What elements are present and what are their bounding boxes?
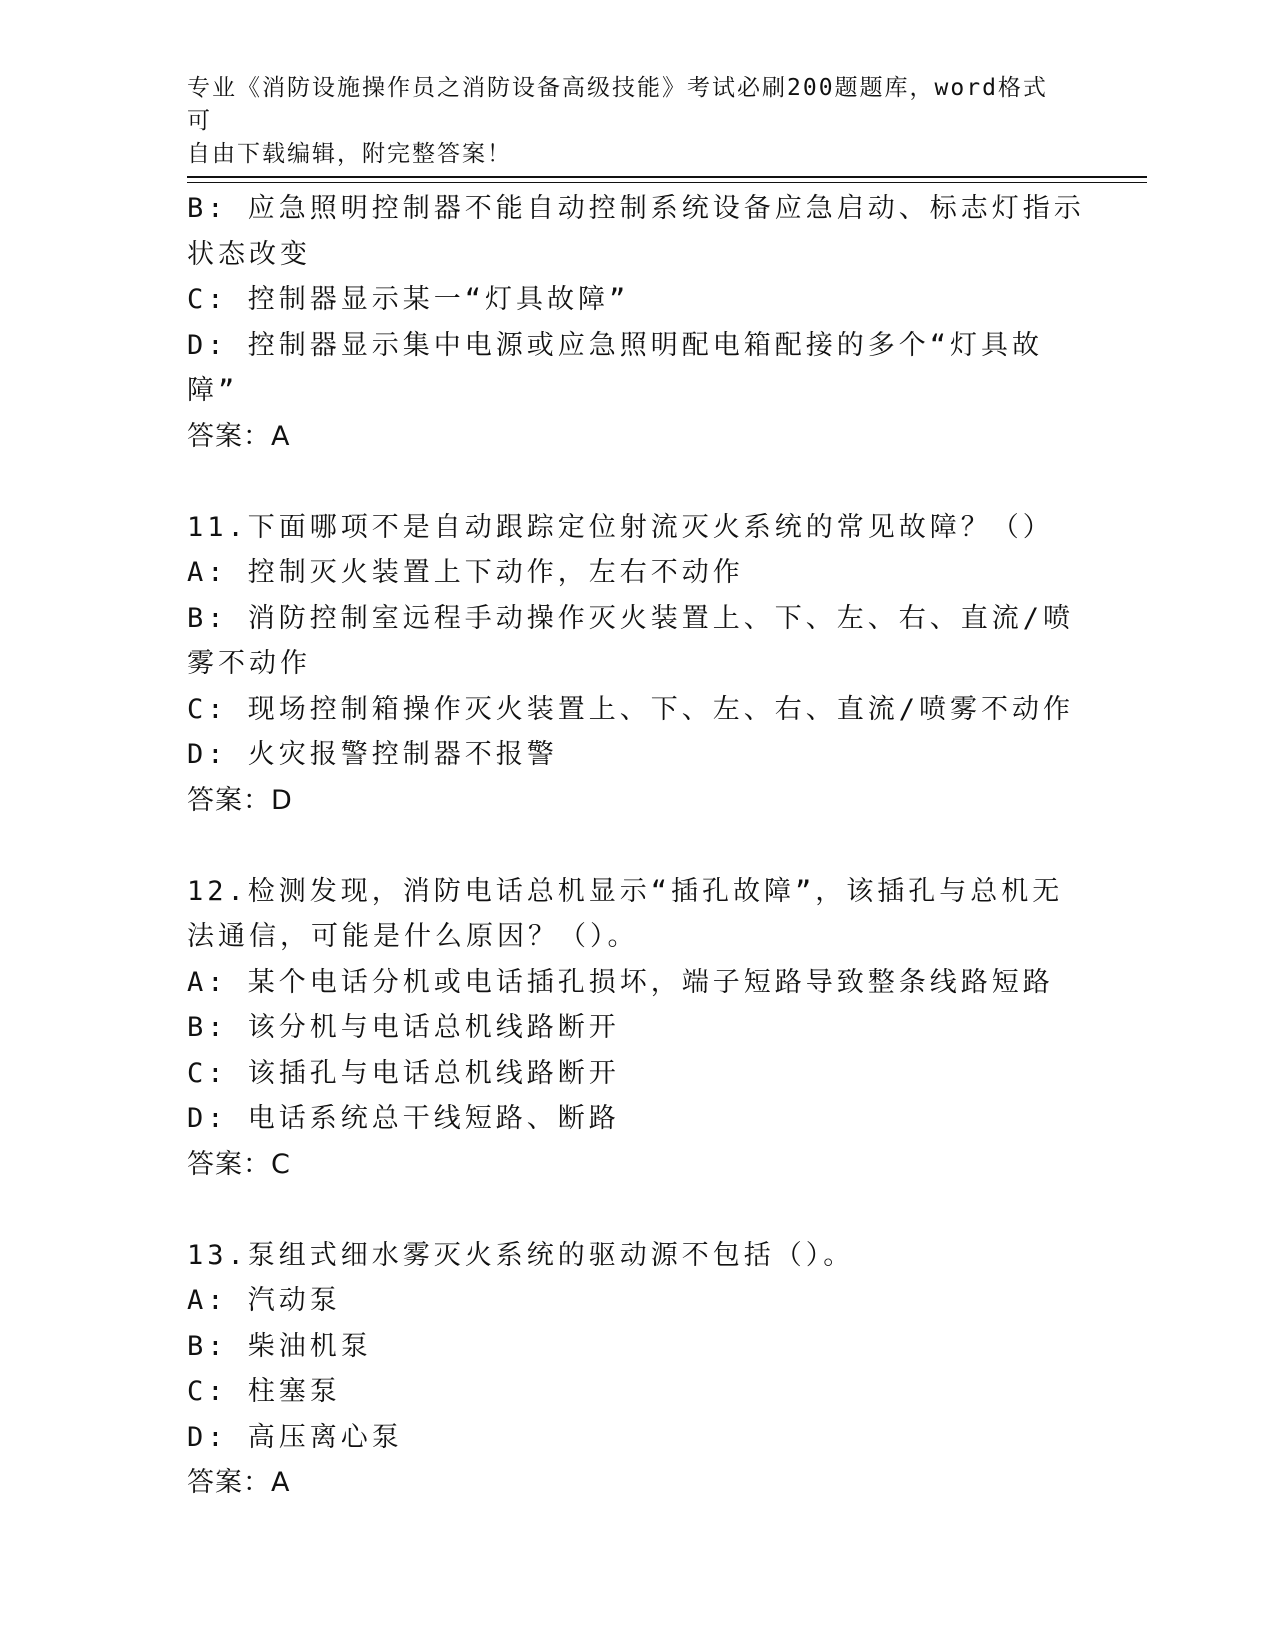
option-d: D: 控制器显示集中电源或应急照明配电箱配接的多个“灯具故障”	[187, 329, 1044, 406]
question-12	[187, 869, 1087, 1188]
option-a: A: 某个电话分机或电话插孔损坏，端子短路导致整条线路短路	[187, 966, 1054, 998]
option-c: C: 现场控制箱操作灭火装置上、下、左、右、直流/喷雾不动作	[187, 693, 1075, 725]
option-a: A: 控制灭火装置上下动作，左右不动作	[187, 557, 744, 588]
option-a: A: 汽动泵	[187, 1285, 341, 1316]
question-stem: 13.泵组式细水雾灭火系统的驱动源不包括（）。	[187, 1239, 855, 1271]
option-c: C: 该插孔与电话总机线路断开	[187, 1057, 620, 1089]
answer-line: 答案：A	[187, 420, 291, 452]
question-13	[187, 1233, 1087, 1506]
answer-line: 答案：C	[187, 1148, 291, 1180]
spacer	[187, 1187, 1087, 1233]
option-d: D: 电话系统总干线短路、断路	[187, 1103, 620, 1134]
header-line-2: 自由下载编辑，附完整答案！	[187, 141, 512, 167]
question-10-partial	[187, 186, 1087, 459]
header-divider-thick	[187, 176, 1147, 178]
answer-line: 答案：D	[187, 784, 293, 816]
option-c: C: 柱塞泵	[187, 1376, 341, 1407]
option-b: B: 柴油机泵	[187, 1330, 372, 1362]
question-11	[187, 505, 1087, 824]
document-header	[187, 72, 1067, 171]
spacer	[187, 823, 1087, 869]
option-c: C: 控制器显示某一“灯具故障”	[187, 284, 630, 315]
spacer	[187, 459, 1087, 505]
document-body	[187, 186, 1087, 1506]
question-stem: 11.下面哪项不是自动跟踪定位射流灭火系统的常见故障？（）	[187, 511, 1054, 543]
option-b: B: 消防控制室远程手动操作灭火装置上、下、左、右、直流/喷雾不动作	[187, 602, 1075, 679]
header-divider-thin	[187, 182, 1147, 183]
question-stem: 12.检测发现，消防电话总机显示“插孔故障”，该插孔与总机无法通信，可能是什么原因？（）。	[187, 875, 1064, 952]
option-b: B: 该分机与电话总机线路断开	[187, 1012, 620, 1043]
header-line-1: 专业《消防设施操作员之消防设备高级技能》考试必刷200题题库，word格式可	[187, 75, 1048, 134]
answer-line: 答案：A	[187, 1467, 291, 1498]
option-d: D: 火灾报警控制器不报警	[187, 739, 558, 770]
option-b: B: 应急照明控制器不能自动控制系统设备应急启动、标志灯指示状态改变	[187, 193, 1085, 270]
option-d: D: 高压离心泵	[187, 1421, 403, 1453]
